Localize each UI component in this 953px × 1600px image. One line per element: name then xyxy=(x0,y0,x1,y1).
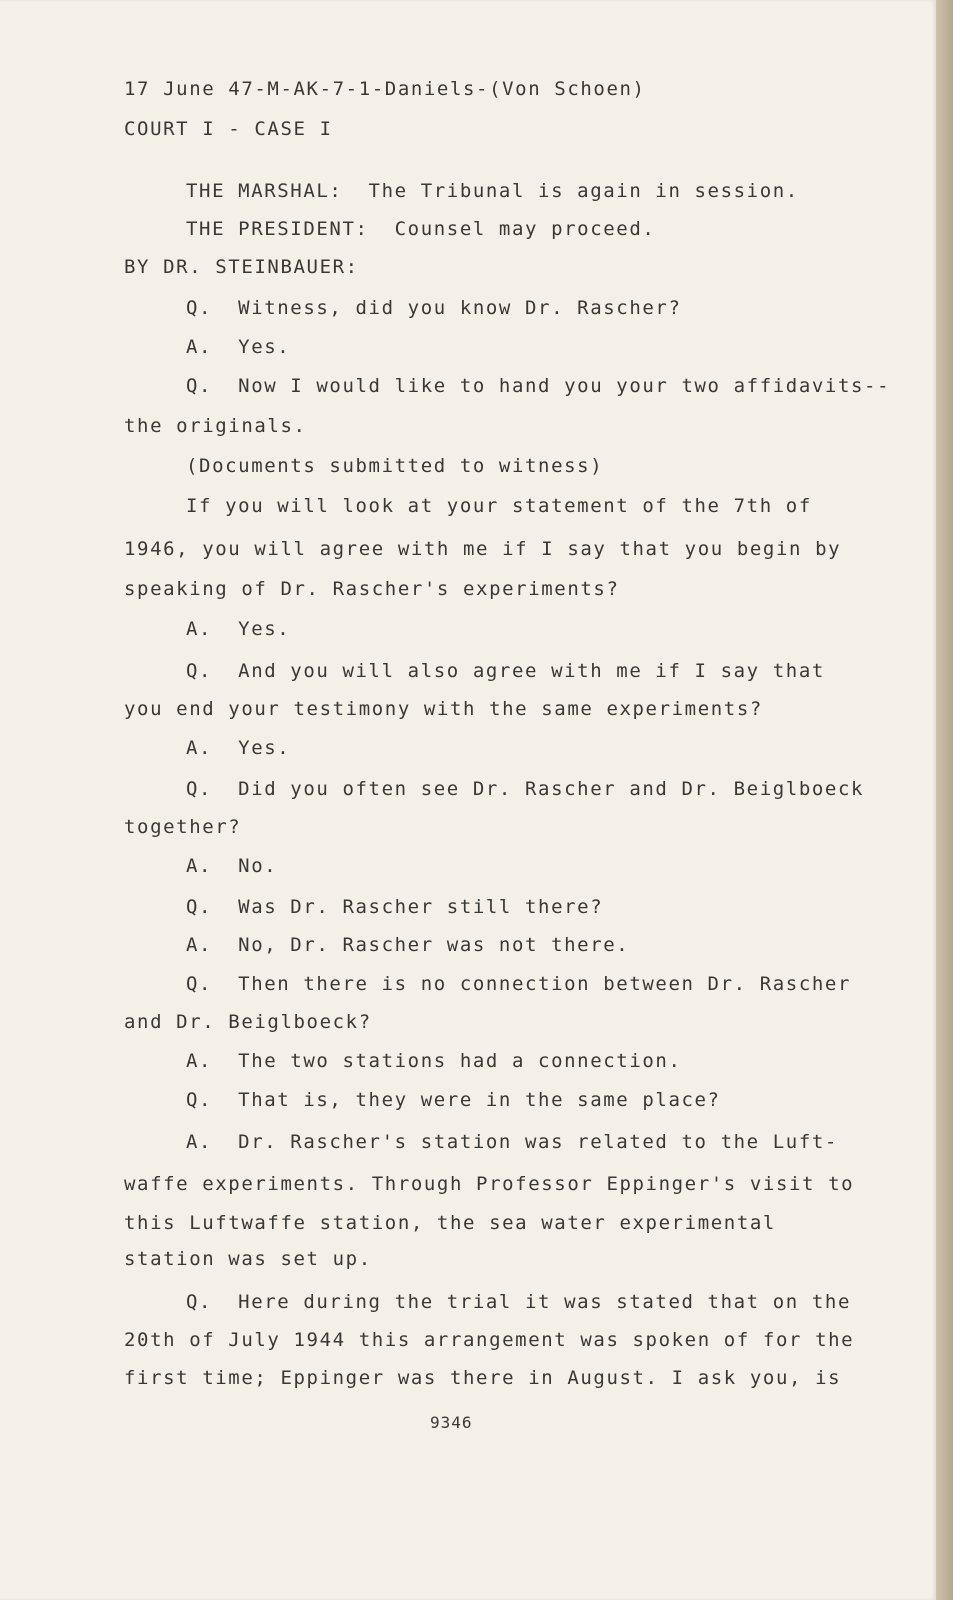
transcript-line: If you will look at your statement of the 7th of xyxy=(186,495,812,517)
transcript-line: Q. Then there is no connection between Dr. Rascher xyxy=(186,973,851,995)
transcript-line: Q. Witness, did you know Dr. Rascher? xyxy=(186,297,682,319)
transcript-line: together? xyxy=(124,816,242,838)
transcript-line: THE MARSHAL: The Tribunal is again in session. xyxy=(186,180,799,202)
header-court: COURT I - CASE I xyxy=(124,118,333,140)
transcript-line: (Documents submitted to witness) xyxy=(186,455,604,477)
transcript-line: A. No, Dr. Rascher was not there. xyxy=(186,934,630,956)
transcript-line: speaking of Dr. Rascher's experiments? xyxy=(124,578,620,600)
transcript-line: THE PRESIDENT: Counsel may proceed. xyxy=(186,218,656,240)
header-reference: 17 June 47-M-AK-7-1-Daniels-(Von Schoen) xyxy=(124,78,646,100)
transcript-line: station was set up. xyxy=(124,1248,372,1270)
transcript-line: BY DR. STEINBAUER: xyxy=(124,256,359,278)
transcript-line: this Luftwaffe station, the sea water experimental xyxy=(124,1212,776,1234)
transcript-line: A. Yes. xyxy=(186,618,291,640)
transcript-line: Q. And you will also agree with me if I say that xyxy=(186,660,825,682)
transcript-line: A. Dr. Rascher's station was related to the Luft- xyxy=(186,1131,838,1153)
transcript-line: A. Yes. xyxy=(186,336,291,358)
transcript-line: and Dr. Beiglboeck? xyxy=(124,1011,372,1033)
transcript-line: the originals. xyxy=(124,415,307,437)
transcript-line: A. The two stations had a connection. xyxy=(186,1050,682,1072)
transcript-line: you end your testimony with the same experiments? xyxy=(124,698,763,720)
transcript-line: Q. Here during the trial it was stated that on the xyxy=(186,1291,851,1313)
transcript-line: 1946, you will agree with me if I say that you begin by xyxy=(124,538,842,560)
page-edge xyxy=(936,0,953,1600)
transcript-line: A. Yes. xyxy=(186,737,291,759)
transcript-line: Q. Was Dr. Rascher still there? xyxy=(186,896,604,918)
transcript-line: first time; Eppinger was there in August. I ask you, is xyxy=(124,1367,842,1389)
transcript-line: A. No. xyxy=(186,855,278,877)
transcript-line: Q. Did you often see Dr. Rascher and Dr. Beiglboeck xyxy=(186,778,865,800)
transcript-line: Q. Now I would like to hand you your two affidavits-- xyxy=(186,375,891,397)
transcript-line: waffe experiments. Through Professor Eppinger's visit to xyxy=(124,1173,855,1195)
transcript-line: Q. That is, they were in the same place? xyxy=(186,1089,721,1111)
transcript-line: 20th of July 1944 this arrangement was spoken of for the xyxy=(124,1329,855,1351)
page-number: 9346 xyxy=(430,1413,473,1432)
